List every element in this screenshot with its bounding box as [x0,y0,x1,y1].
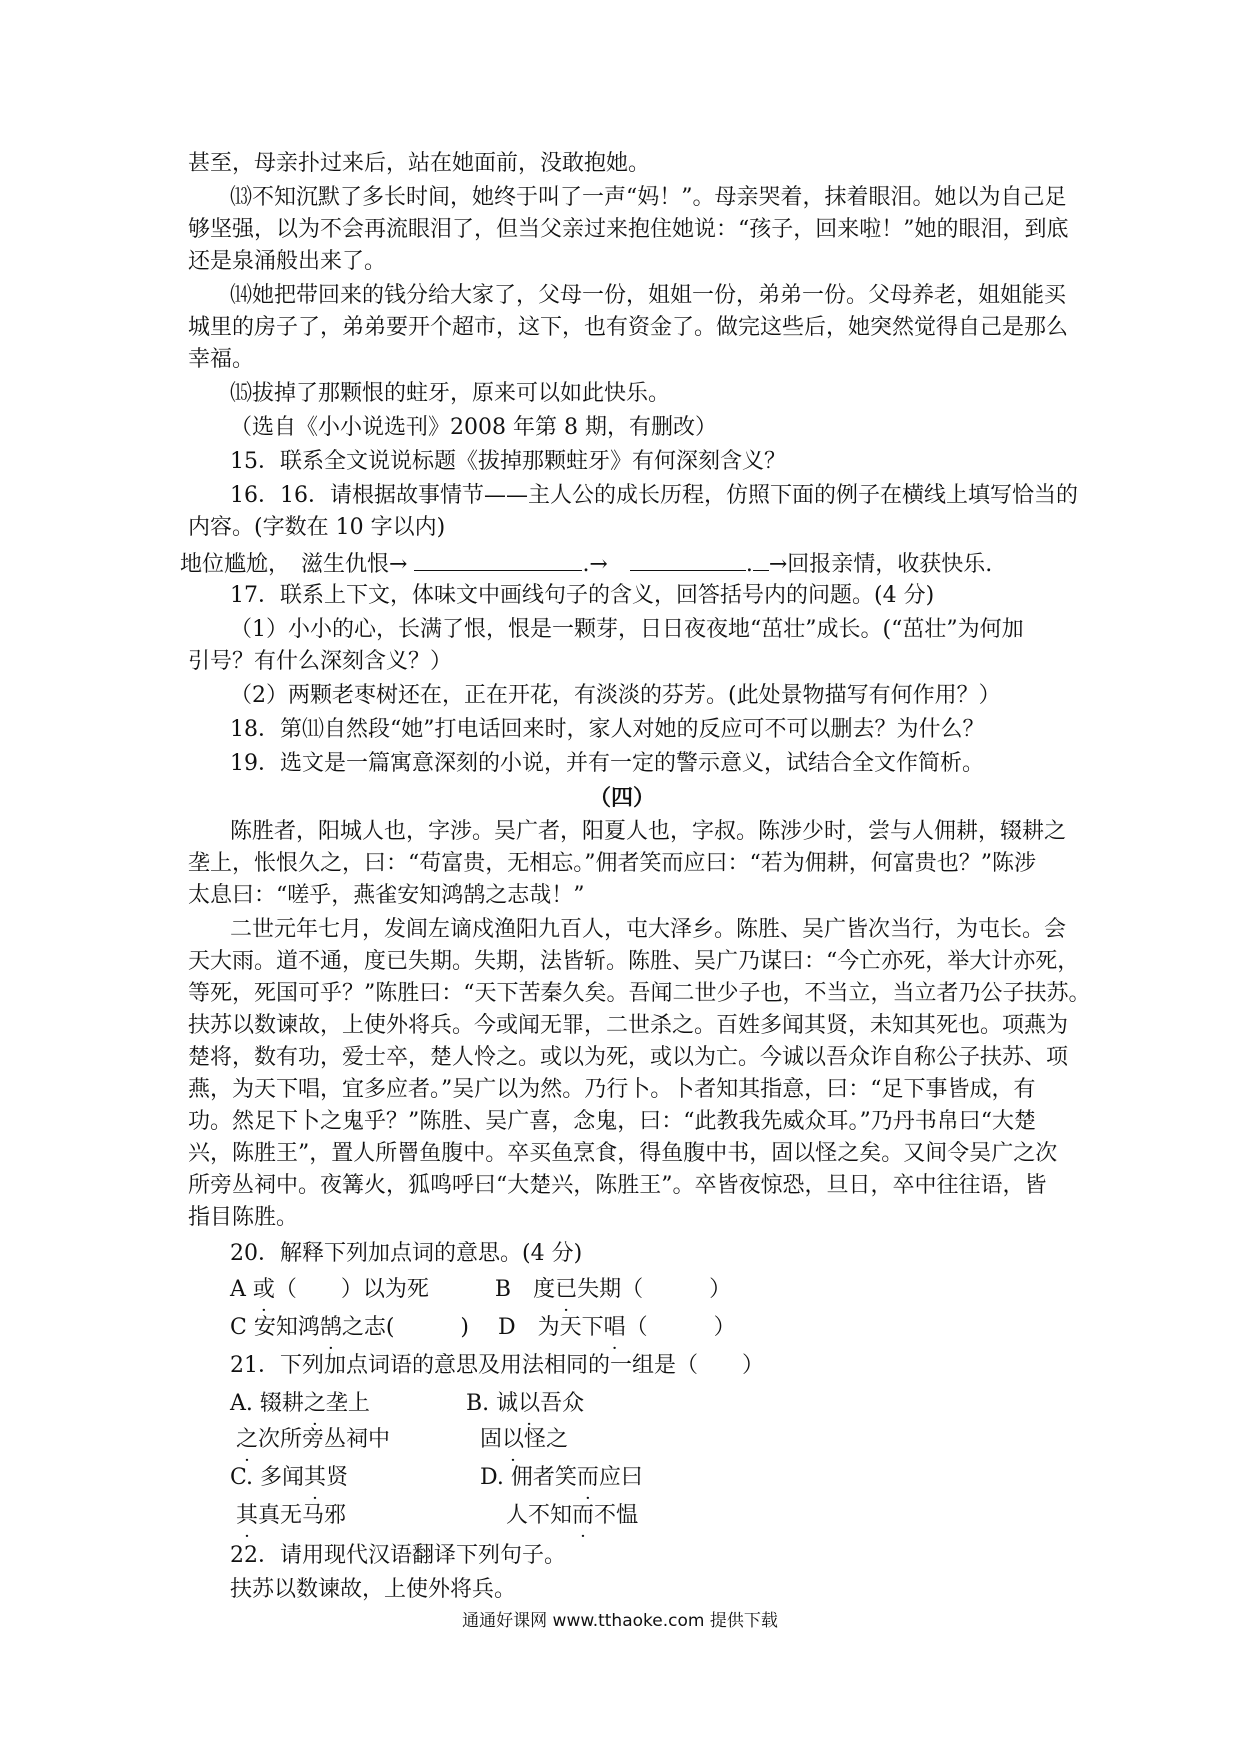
answer-blank-2[interactable] [630,546,746,571]
question-16-example [180,546,992,581]
text-line: 扶苏以数谏故，上使外将兵。今或闻无罪，二世杀之。百姓多闻其贤，未知其死也。项燕为 [188,1013,1069,1038]
question-20: 20．解释下列加点词的意思。(4 分) [230,1241,583,1266]
option-text: 人不知 [506,1503,573,1528]
text-line: 垄上，怅恨久之，曰：“苟富贵，无相忘。”佣者笑而应曰：“若为佣耕，何富贵也？”陈涉 [188,851,1036,876]
passage-paragraph-2: 二世元年七月，发闾左谪戍渔阳九百人，屯大泽乡。陈胜、吴广皆次当行，为屯长。会 [230,917,1067,942]
answer-blank-1[interactable] [414,546,582,571]
question-15: 15．联系全文说说标题《拔掉那颗蛀牙》有何深刻含义？ [230,449,786,474]
example-end: →回报亲情，收获快乐. [768,552,993,577]
question-21-option-b2 [480,1424,568,1456]
text-line: 太息曰：“嗟乎，燕雀安知鸿鹄之志哉！” [188,883,585,908]
question-17: 17．联系上下文，体味文中画线句子的含义，回答括号内的问题。(4 分) [230,583,935,608]
option-text: D. 佣者笑 [480,1465,577,1490]
dotted-char: 其 [236,1503,259,1528]
paragraph-13: ⒀不知沉默了多长时间，她终于叫了一声“妈！”。母亲哭着，抹着眼泪。她以为自己足 [230,185,1067,210]
option-text: （ ）以为死 B 度 [274,1277,556,1302]
option-text: 次所旁丛祠中 [258,1427,391,1452]
question-16: 16．16．请根据故事情节——主人公的成长历程，仿照下面的例子在横线上填写恰当的 [230,483,1078,508]
dotted-char: 之 [236,1427,259,1452]
text-line: 够坚强，以为不会再流眼泪了，但当父亲过来抱住她说：“孩子，回来啦！”她的眼泪，到底 [188,217,1069,242]
dotted-char: 以 [502,1427,525,1452]
question-17-2: （2）两颗老枣树还在，正在开花，有淡淡的芬芳。(此处景物描写有何作用？） [230,683,1001,708]
dotted-char: 鹄 [319,1315,342,1340]
option-text: 怪之 [524,1427,569,1452]
answer-blank-3[interactable] [753,546,769,571]
paragraph-14: ⒁她把带回来的钱分给大家了，父母一份，姐姐一份，弟弟一份。父母养老，姐姐能买 [230,283,1067,308]
question-21-option-d2 [506,1500,638,1532]
arrow-text: .→ [582,552,630,577]
text-line: 幸福。 [188,347,255,372]
question-17-1: （1）小小的心，长满了恨，恨是一颗芽，日日夜夜地“茁壮”成长。(“茁壮”为何加 [230,617,1024,642]
option-text: 贤 [326,1465,349,1490]
option-text: 失期（ ） [577,1277,732,1302]
option-text: A. 辍耕 [230,1391,304,1416]
question-20-ab [230,1274,731,1306]
question-21-option-c [230,1462,348,1494]
dotted-char: 而 [576,1465,599,1490]
question-21: 21．下列加点词语的意思及用法相同的一组是（ ） [230,1353,764,1378]
option-text: 真无马邪 [258,1503,347,1528]
text-line: 楚将，数有功，爱士卒，楚人怜之。或以为死，或以为亡。今诚以吾众诈自称公子扶苏、项 [188,1045,1069,1070]
text-line: 甚至，母亲扑过来后，站在她面前，没敢抱她。 [188,151,651,176]
example-start: 地位尴尬， 滋生仇恨→ [180,552,415,577]
text-line: 燕，为天下唱，宜多应者。”吴广以为然。乃行卜。卜者知其指意，曰：“足下事皆成，有 [188,1077,1036,1102]
option-text: 固 [480,1427,503,1452]
section-heading: （四） [588,785,655,811]
option-text: C 安知鸿 [230,1315,320,1340]
option-text: C. 多闻 [230,1465,305,1490]
text-line: 等死，死国可乎？”陈胜曰：“天下苦秦久矣。吾闻二世少子也，不当立，当立者乃公子扶苏。 [188,981,1091,1006]
text-line: 内容。(字数在 10 字以内) [188,515,446,540]
question-19: 19．选文是一篇寓意深刻的小说，并有一定的警示意义，试结合全文作简析。 [230,751,984,776]
question-21-option-a2 [236,1424,390,1456]
text-line: 城里的房子了，弟弟要开个超市，这下，也有资金了。做完这些后，她突然觉得自己是那么 [188,315,1069,340]
dotted-char: 已 [555,1277,578,1302]
option-text: 垄上 [325,1391,370,1416]
option-text: 吾众 [540,1391,585,1416]
question-20-cd [230,1312,736,1344]
question-18: 18．第⑾自然段“她”打电话回来时，家人对她的反应可不可以删去？为什么？ [230,717,985,742]
dot-text: . [745,552,753,577]
option-letter: A [230,1277,253,1302]
page-footer: 通通好课网 www.tthaoke.com 提供下载 [462,1611,778,1631]
text-line: 所旁丛祠中。夜篝火，狐鸣呼曰“大楚兴，陈胜王”。卒皆夜惊恐，旦日，卒中往往语，皆 [188,1173,1047,1198]
source-citation: （选自《小小说选刊》2008 年第 8 期，有删改） [230,415,717,440]
question-21-option-d [480,1462,643,1494]
question-21-option-c2 [236,1500,346,1532]
dotted-char: 唱 [603,1315,626,1340]
text-line: 兴，陈胜王”，置人所罾鱼腹中。卒买鱼烹食，得鱼腹中书，固以怪之矣。又间令吴广之次 [188,1141,1058,1166]
text-line: 天大雨。道不通，度已失期。失期，法皆斩。陈胜、吴广乃谋曰：“今亡亦死，举大计亦死， [188,949,1080,974]
dotted-char: 或 [252,1277,275,1302]
question-21-option-a [230,1388,370,1420]
option-text: 之志( ) D 为天下 [341,1315,604,1340]
question-22: 22．请用现代汉语翻译下列句子。 [230,1543,566,1568]
dotted-char: 而 [572,1503,595,1528]
question-22-sentence: 扶苏以数谏故，上使外将兵。 [230,1577,517,1602]
option-text: 不愠 [594,1503,639,1528]
option-text: （ ） [625,1315,736,1340]
question-21-option-b [466,1388,584,1420]
text-line: 还是泉涌般出来了。 [188,249,387,274]
dotted-char: 以 [518,1391,541,1416]
text-line: 引号？有什么深刻含义？） [188,649,453,674]
option-text: B. 诚 [466,1391,519,1416]
dotted-char: 之 [303,1391,326,1416]
text-line: 指目陈胜。 [188,1205,299,1230]
paragraph-15: ⒂拔掉了那颗恨的蛀牙，原来可以如此快乐。 [230,381,671,406]
text-line: 功。然足下卜之鬼乎？”陈胜、吴广喜，念鬼，曰：“此教我先威众耳。”乃丹书帛曰“大楚 [188,1109,1036,1134]
option-text: 应曰 [598,1465,643,1490]
passage-paragraph-1: 陈胜者，阳城人也，字涉。吴广者，阳夏人也，字叔。陈涉少时，尝与人佣耕，辍耕之 [230,819,1067,844]
dotted-char: 其 [304,1465,327,1490]
